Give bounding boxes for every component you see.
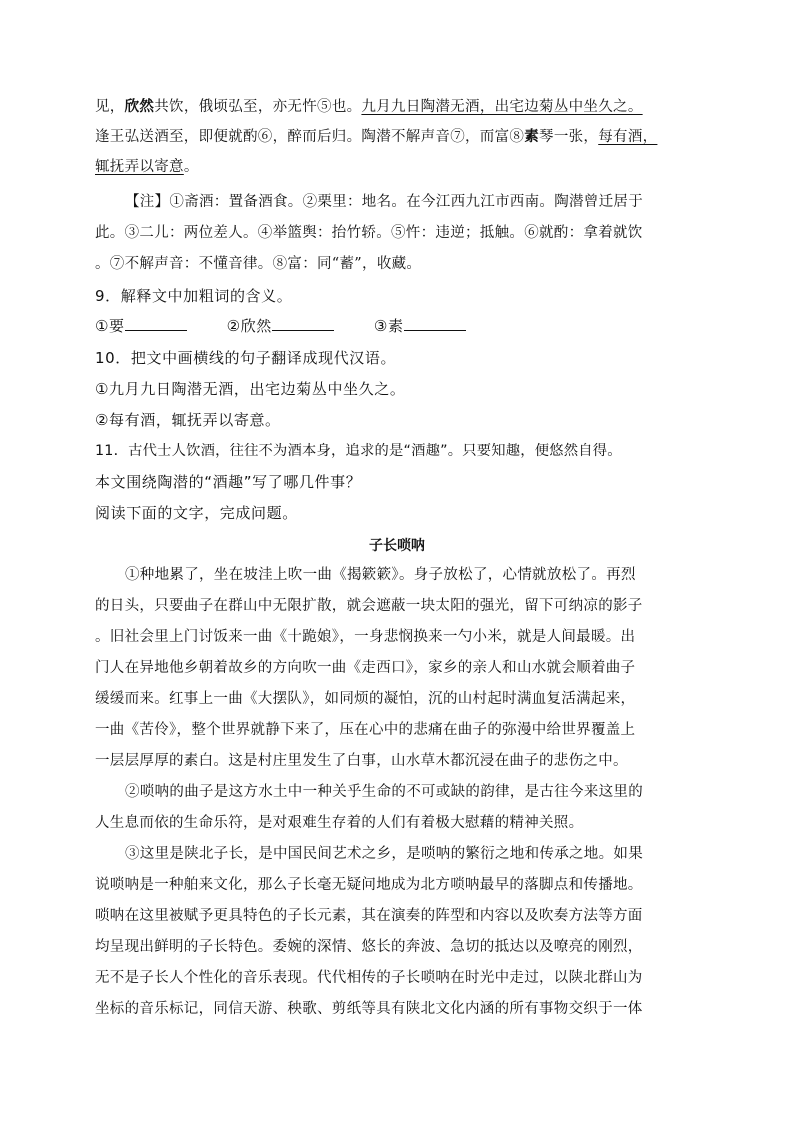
text: 逢王弘送酒至，即便就酌⑥，醉而后归。陶潜不解声音⑦，而富⑧ [95, 129, 525, 145]
article-p3-line: 说唢呐是一种舶来文化，那么子长毫无疑问地成为北方唢呐最早的落脚点和传播地。 [95, 877, 643, 893]
article-p1-line: 的日头，只要曲子在群山中无限扩散，就会遮蔽一块太阳的强光，留下可纳凉的影子 [95, 598, 643, 614]
underlined-sentence-2b: 辄抚弄以寄意 [95, 159, 184, 175]
underlined-sentence-2a: 每有酒， [598, 129, 658, 145]
article-p1-line: 门人在异地他乡朝着故乡的方向吹一曲《走西口》，家乡的亲人和山水就会顺着曲子 [95, 660, 636, 676]
q9-item-3-blank[interactable] [404, 316, 466, 331]
question-11-line-2: 本文围绕陶潜的“酒趣”写了哪几件事？ [95, 473, 362, 491]
article-p2-line: 人生息而依的生命乐符，是对艰难生存着的人们有着极大慰藉的精神关照。 [95, 815, 584, 831]
text: 。 [183, 159, 199, 175]
note-line-1: 【注】①斋酒：置备酒食。②栗里：地名。在今江西九江市西南。陶潜曾迁居于 [125, 194, 643, 210]
q9-item-3-label: ③素 [373, 317, 404, 335]
article-p3-line: 坐标的音乐标记，同信天游、秧歌、剪纸等具有陕北文化内涵的所有事物交织于一体 [95, 1001, 643, 1017]
article-title: 子长唢呐 [369, 538, 425, 554]
article-p1-line: 缓缓而来。红事上一曲《大摆队》，如同烦的凝怕，沉的山村起时满血复活满起来， [95, 691, 636, 707]
note-line-2: 此。③二儿：两位差人。④举篮舆：抬竹轿。⑤忤：违逆；抵触。⑥就酌：拿着就饮 [95, 225, 643, 241]
question-10-item-1: ①九月九日陶潜无酒，出宅边菊丛中坐久之。 [95, 380, 406, 398]
question-9: 9．解释文中加粗词的含义。 [95, 287, 293, 305]
q9-item-2-label: ②欣然 [226, 317, 272, 335]
question-10-item-2: ②每有酒，辄抚弄以寄意。 [95, 411, 281, 429]
note-line-3: 。⑦不解声音：不懂音律。⑧富：同“蓄”，收藏。 [95, 256, 422, 272]
article-p3-line: 均呈现出鲜明的子长特色。委婉的深情、悠长的奔波、急切的抵达以及嘹亮的刚烈， [95, 939, 643, 955]
text: 共饮，俄顷弘至，亦无忤⑤也。 [154, 99, 362, 115]
article-p1-line: 一层层厚厚的素白。这是村庄里发生了白事，山水草木都沉浸在曲子的悲伤之中。 [95, 753, 628, 769]
bold-word-su: 素 [524, 128, 540, 145]
q9-item-2-blank[interactable] [272, 316, 334, 331]
question-10: 10．把文中画横线的句子翻译成现代汉语。 [95, 349, 397, 367]
question-11-line-1: 11．古代士人饮酒，往往不为酒本身，追求的是“酒趣”。只要知趣，便悠然自得。 [95, 443, 622, 459]
passage-line-3 [95, 157, 695, 177]
article-p1-line: 一曲《苦伶》，整个世界就静下来了，压在心中的悲痛在曲子的弥漫中给世界覆盖上 [95, 722, 636, 738]
q9-item-1-blank[interactable] [125, 316, 187, 331]
article-p2-line: ②唢呐的曲子是这方水土中一种关乎生命的不可或缺的韵律，是古往今来这里的 [125, 784, 643, 800]
article-p1-line: 。旧社会里上门讨饭来一曲《十跪娘》，一身悲悯换来一勺小米，就是人间最暖。出 [95, 629, 636, 645]
article-p3-line: 唢呐在这里被赋予更具特色的子长元素，其在演奏的阵型和内容以及吹奏方法等方面 [95, 908, 643, 924]
article-p3-line: 无不是子长人个性化的音乐表现。代代相传的子长唢呐在时光中走过，以陕北群山为 [95, 970, 643, 986]
text: 琴一张， [539, 129, 599, 145]
passage-line-2 [95, 127, 695, 147]
question-9-items [95, 316, 695, 336]
text: 见， [95, 99, 125, 115]
passage-line-1 [95, 97, 695, 117]
underlined-sentence-1: 九月九日陶潜无酒，出宅边菊丛中坐久之。 [361, 99, 643, 115]
bold-word-xinran: 欣然 [124, 98, 155, 115]
q9-item-1-label: ①要 [95, 317, 125, 335]
article-p3-line: ③这里是陕北子长，是中国民间艺术之乡，是唢呐的繁衍之地和传承之地。如果 [125, 846, 643, 862]
reading-instruction: 阅读下面的文字，完成问题。 [95, 504, 298, 522]
article-p1-line: ①种地累了，坐在坡洼上吹一曲《揭簌簌》。身子放松了，心情就放松了。再烈 [125, 567, 636, 583]
